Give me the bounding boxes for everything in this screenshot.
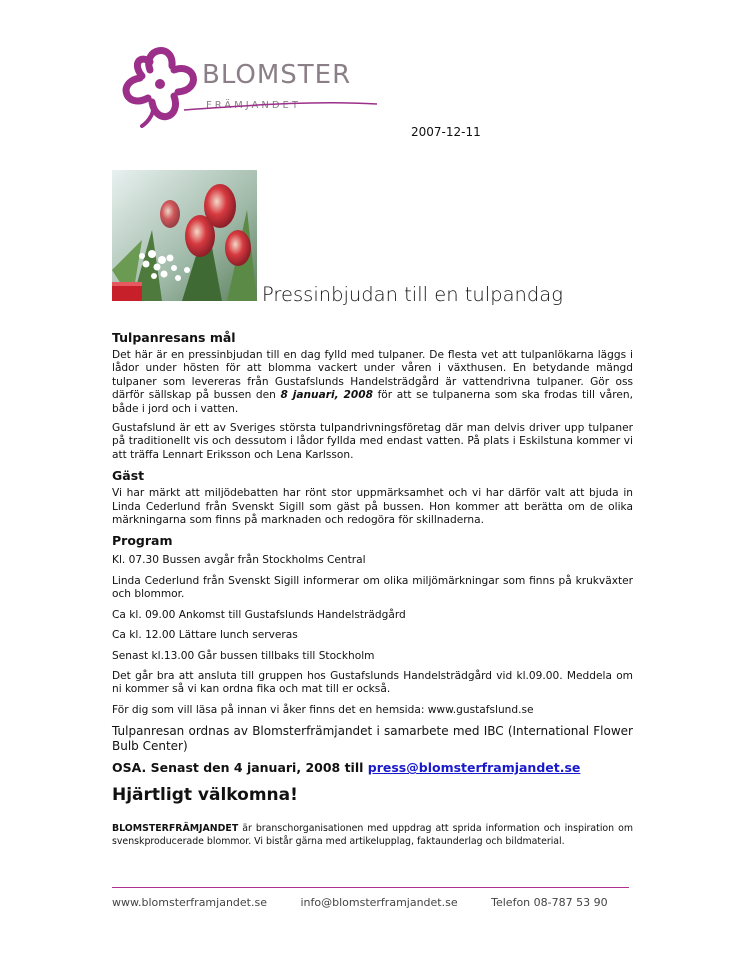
main-content: [112, 330, 633, 848]
welcome-heading: Hjärtligt välkomna!: [112, 785, 298, 806]
footer-email[interactable]: info@blomsterframjandet.se: [300, 896, 458, 909]
program-item: Linda Cederlund från Svenskt Sigill informerar om olika miljömärkningar som finns på krukväxter och blommor.: [112, 574, 633, 601]
page-title: Pressinbjudan till en tulpandag: [262, 283, 563, 306]
program-item: Kl. 07.30 Bussen avgår från Stockholms Central: [112, 554, 366, 567]
document-date: 2007-12-11: [411, 125, 481, 139]
flower-logo-icon: [112, 40, 207, 135]
logo: [112, 40, 372, 135]
logo-swoosh: [182, 94, 382, 114]
logo-wordmark: BLOMSTER: [202, 60, 352, 90]
program-item: Ca kl. 12.00 Lättare lunch serveras: [112, 629, 298, 642]
footer-phone: Telefon 08-787 53 90: [491, 896, 608, 909]
section-heading-program: Program: [112, 533, 173, 549]
organizer-paragraph: Tulpanresan ordnas av Blomsterfrämjandet i samarbete med IBC (International Flower Bulb Center): [112, 724, 633, 754]
program-item: För dig som vill läsa på innan vi åker finns det en hemsida: www.gustafslund.se: [112, 703, 534, 716]
press-email-link[interactable]: press@blomsterframjandet.se: [367, 760, 581, 776]
footer-divider: [112, 887, 629, 888]
program-item: Senast kl.13.00 Går bussen tillbaks till Stockholm: [112, 649, 375, 662]
organization-note: BLOMSTERFRÄMJANDET är branschorganisationen med uppdrag att sprida information och inspiration om svenskproducerade blommor. Vi bistår gärna med artikelupplag, faktaunderlag och bildmaterial.: [112, 823, 633, 847]
goal-paragraph-2: Gustafslund är ett av Sveriges största tulpandrivningsföretag där man delvis driver upp tulpaner på traditionellt vis och dessutom i lådor fyllda med endast vatten. På plats i Eskilstuna kommer vi att träffa Lennart Eriksson och Lena Karlsson.: [112, 422, 633, 461]
program-item: Ca kl. 09.00 Ankomst till Gustafslunds Handelsträdgård: [112, 608, 406, 621]
program-item: Det går bra att ansluta till gruppen hos Gustafslunds Handelsträdgård vid kl.09.00. Meddela om ni kommer så vi kan ordna fika och mat till er också.: [112, 669, 633, 696]
section-heading-goal: Tulpanresans mål: [112, 330, 236, 345]
trip-date: 8 januari, 2008: [280, 389, 373, 402]
guest-paragraph: Vi har märkt att miljödebatten har rönt stor uppmärksamhet och vi har därför valt att bjuda in Linda Cederlund från Svenskt Sigill som gäst på bussen. Hon kommer att berätta om de olika märkningarna som finns på marknaden och redogöra för skillnaderna.: [112, 487, 633, 527]
program-list: [112, 554, 633, 717]
logo-subtitle: FRÄMJANDET: [206, 100, 301, 111]
section-heading-guest: Gäst: [112, 468, 145, 484]
goal-paragraph-1: Det här är en pressinbjudan till en dag fylld med tulpaner. De flesta vet att tulpanlökarna läggs i lådor under hösten för att blomma vackert under våren i växthusen. En betydande mängd tulpaner som levereras från Gustafslunds Handelsträdgård är vattendrivna tulpaner. Gör oss därför sällskap på bussen den 8 januari, 2008 för att se tulpanerna som ska frodas till våren, både i jord och i vatten.: [112, 349, 633, 415]
rsvp-line: OSA. Senast den 4 januari, 2008 till press@blomsterframjandet.se: [112, 760, 581, 776]
footer-contacts: [112, 896, 638, 909]
tulip-photo: [112, 170, 257, 301]
footer-website[interactable]: www.blomsterframjandet.se: [112, 896, 267, 909]
